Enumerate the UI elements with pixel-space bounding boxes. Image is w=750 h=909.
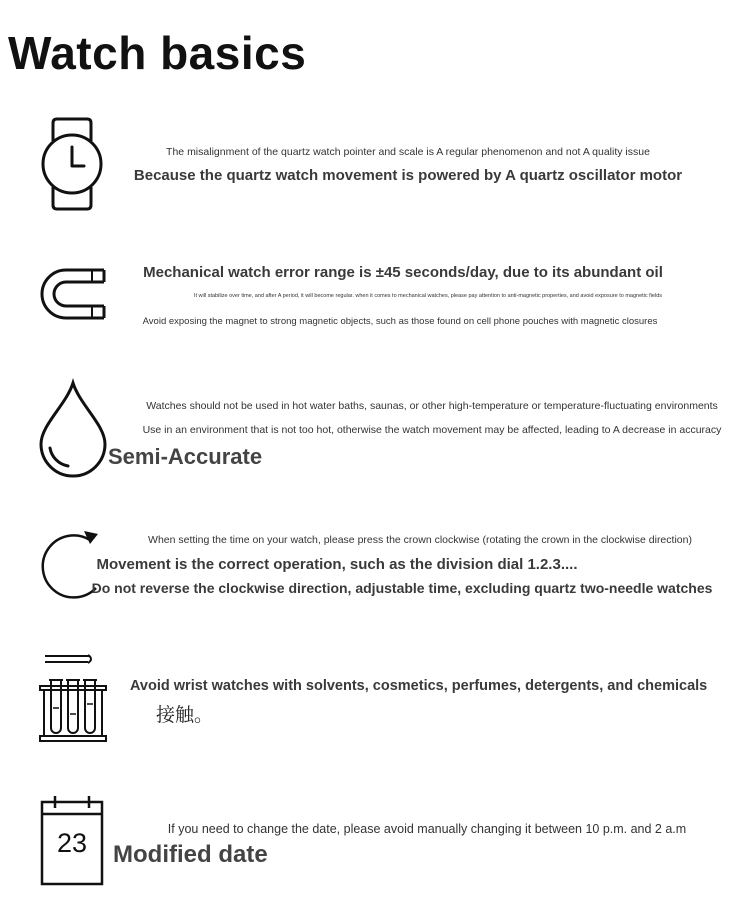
quartz-note: The misalignment of the quartz watch pointer and scale is A regular phenomenon and not A quality issue: [166, 146, 650, 158]
wristwatch-icon: [40, 117, 104, 211]
environment-note: Use in an environment that is not too hot, otherwise the watch movement may be affected, leading to A decrease in accuracy: [142, 424, 722, 436]
magnet-warning-text: Avoid exposing the magnet to strong magnetic objects, such as those found on cell phone pouches with magnetic closures: [142, 316, 658, 327]
no-reverse-text: Do not reverse the clockwise direction, adjustable time, excluding quartz two-needle watches: [91, 580, 713, 596]
chemicals-warning: Avoid wrist watches with solvents, cosmetics, perfumes, detergents, and chemicals: [130, 678, 708, 694]
hot-water-warning: Watches should not be used in hot water baths, saunas, or other high-temperature or temperature-fluctuating environments: [146, 400, 718, 412]
water-drop-icon: [38, 380, 108, 478]
magnet-icon: [40, 268, 106, 324]
mechanical-error-text: Mechanical watch error range is ±45 seconds/day, due to its abundant oil: [143, 264, 663, 281]
date-change-note: If you need to change the date, please avoid manually changing it between 10 p.m. and 2 a.m: [167, 822, 687, 836]
crown-instruction: When setting the time on your watch, please press the crown clockwise (rotating the crown in the clockwise direction): [148, 534, 692, 546]
quartz-movement-text: Because the quartz watch movement is powered by A quartz oscillator motor: [133, 167, 683, 184]
modified-date-label: Modified date: [113, 841, 268, 868]
test-tubes-icon: [38, 652, 108, 744]
semi-accurate-label: Semi-Accurate: [108, 444, 263, 469]
chemicals-warning-cjk: 接触。: [156, 704, 214, 726]
anti-magnetic-note: It will stabilize over time, and after A period, it will become regular. when it comes to mechanical watches, please pay attention to anti-magnetic properties, and avoid exposure to magnetic fields: [193, 293, 663, 299]
correct-operation-text: Movement is the correct operation, such as the division dial 1.2.3....: [96, 556, 578, 573]
page-title: Watch basics: [8, 27, 307, 79]
calendar-icon: [40, 794, 104, 888]
calendar-day-number: 23: [56, 828, 88, 858]
